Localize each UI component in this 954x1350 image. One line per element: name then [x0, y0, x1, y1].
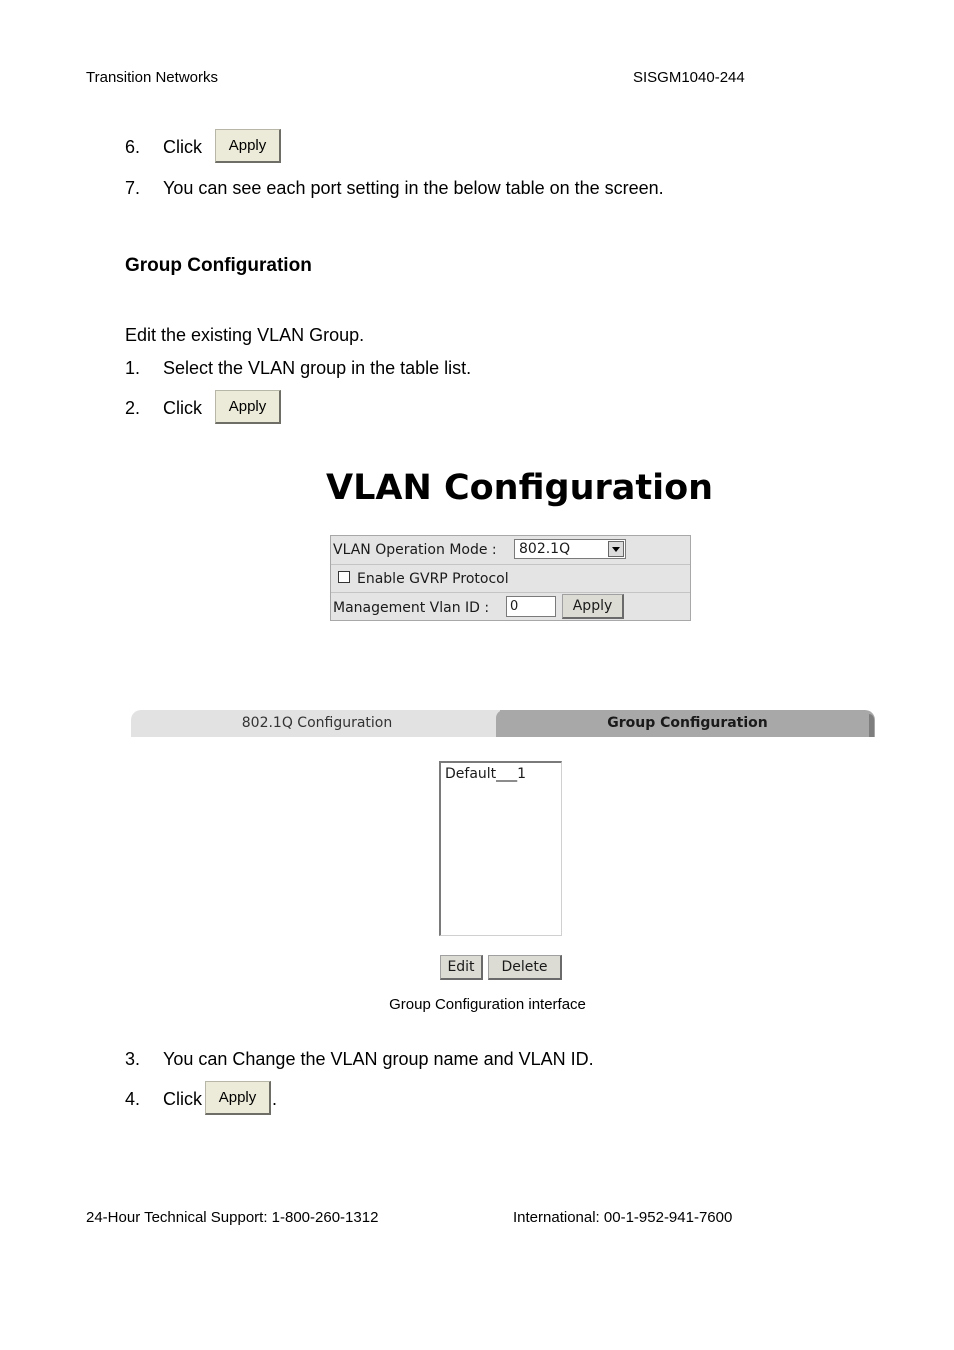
tab-8021q-configuration[interactable]: 802.1Q Configuration	[131, 710, 503, 737]
operation-mode-select[interactable]	[514, 539, 626, 559]
intro-text: Edit the existing VLAN Group.	[125, 325, 365, 345]
vlan-apply-button[interactable]: Apply	[562, 594, 624, 619]
delete-button[interactable]: Delete	[488, 955, 562, 980]
mgmt-vlan-row	[331, 592, 690, 621]
step-text: Select the VLAN group in the table list.	[163, 358, 472, 378]
operation-mode-value: 802.1Q	[519, 541, 571, 557]
vlan-config-title: VLAN Configuration	[326, 468, 714, 508]
gvrp-row	[331, 564, 690, 592]
step-number: 2.	[125, 398, 141, 418]
step-4	[0, 1088, 954, 1110]
vlan-group-list[interactable]	[439, 761, 562, 936]
step-number: 6.	[125, 137, 141, 157]
apply-button[interactable]: Apply	[215, 390, 281, 424]
step-3	[0, 1048, 954, 1070]
list-item[interactable]: Default___1	[445, 766, 527, 782]
step-number: 3.	[125, 1049, 141, 1069]
apply-button[interactable]: Apply	[215, 129, 281, 163]
figure-caption: Group Configuration interface	[389, 996, 586, 1013]
gvrp-checkbox[interactable]	[338, 571, 350, 583]
footer-support: 24-Hour Technical Support: 1-800-260-1312	[86, 1209, 379, 1226]
step-suffix: .	[272, 1089, 278, 1109]
step-number: 4.	[125, 1089, 141, 1109]
step-number: 7.	[125, 178, 141, 198]
header-right: SISGM1040-244	[633, 69, 745, 86]
step-text: You can Change the VLAN group name and VLAN ID.	[163, 1049, 594, 1069]
step-6	[0, 136, 954, 158]
vlan-config-panel	[330, 535, 691, 621]
tab-group-configuration[interactable]: Group Configuration	[500, 710, 875, 737]
step-number: 1.	[125, 358, 141, 378]
step-text: Click	[163, 398, 202, 418]
apply-button[interactable]: Apply	[205, 1081, 271, 1115]
gvrp-label: Enable GVRP Protocol	[357, 571, 509, 587]
edit-button[interactable]: Edit	[440, 955, 483, 980]
operation-mode-label: VLAN Operation Mode :	[333, 542, 497, 558]
section-heading: Group Configuration	[125, 255, 312, 276]
step-7	[0, 177, 954, 199]
mgmt-vlan-input[interactable]: 0	[506, 596, 556, 617]
footer-international: International: 00-1-952-941-7600	[513, 1209, 733, 1226]
step-text: Click	[163, 137, 202, 157]
step-text: Click	[163, 1089, 202, 1109]
operation-mode-row	[331, 536, 690, 564]
chevron-down-icon[interactable]	[608, 541, 624, 557]
tab-edge	[869, 714, 874, 737]
step-2	[0, 397, 954, 419]
mgmt-vlan-label: Management Vlan ID :	[333, 600, 490, 616]
step-1	[0, 357, 954, 379]
step-text: You can see each port setting in the below table on the screen.	[163, 178, 664, 198]
header-left: Transition Networks	[86, 69, 218, 86]
